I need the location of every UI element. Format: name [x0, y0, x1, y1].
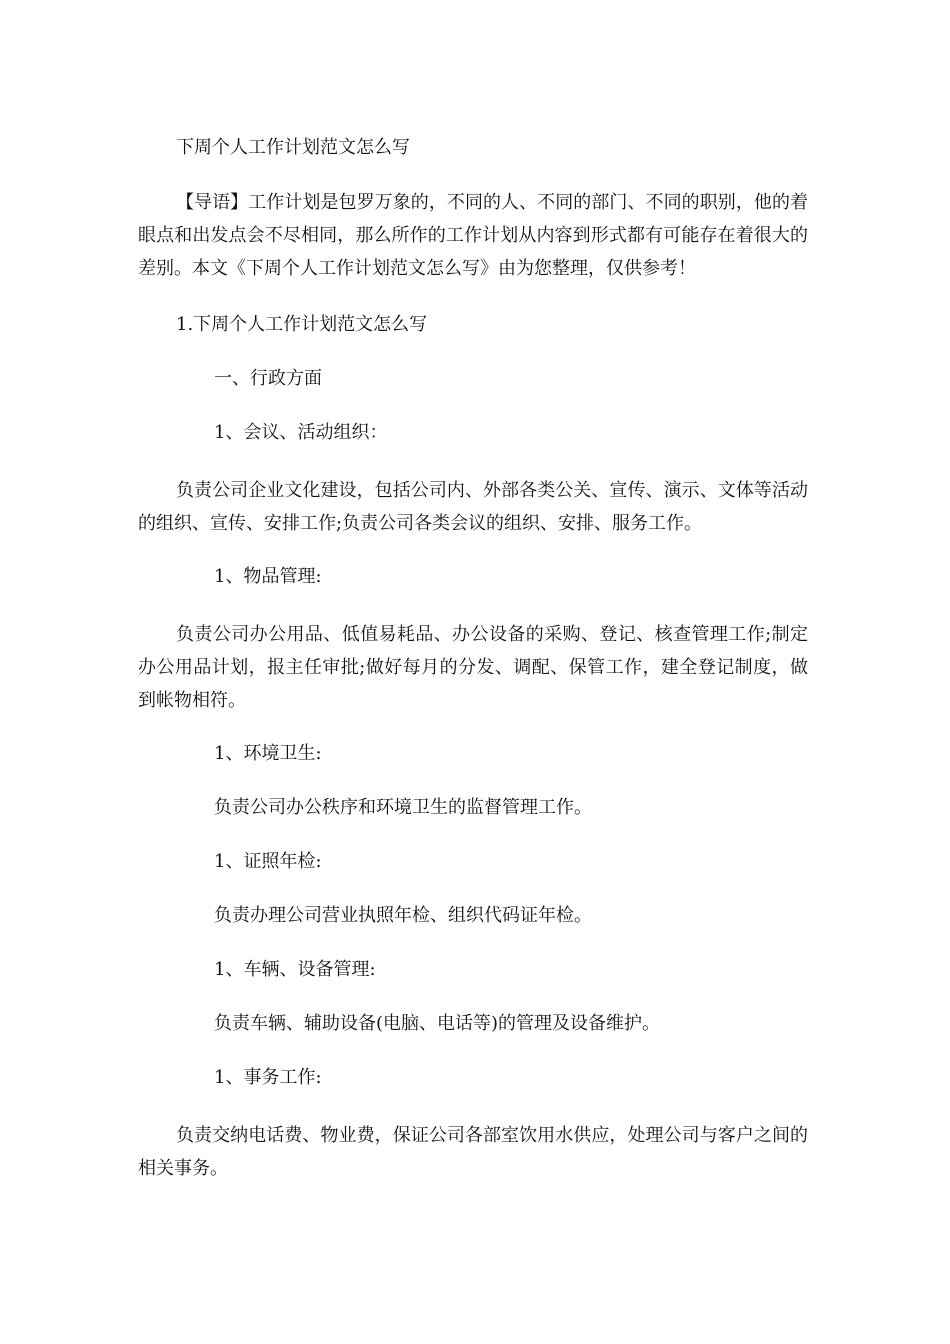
item-body: 负责公司企业文化建设，包括公司内、外部各类公关、宣传、演示、文体等活动的组织、宣传、安排工作;负责公司各类会议的组织、安排、服务工作。 — [138, 480, 808, 534]
item-heading: 1、会议、活动组织： — [214, 422, 388, 443]
item-heading: 1、证照年检: — [214, 851, 322, 872]
item-heading: 1、物品管理: — [214, 566, 322, 587]
subsection-heading: 一、行政方面 — [214, 368, 322, 389]
item-body: 负责办理公司营业执照年检、组织代码证年检。 — [214, 905, 592, 926]
section-heading: 1.下周个人工作计划范文怎么写 — [176, 314, 428, 335]
item-heading: 1、车辆、设备管理: — [214, 959, 376, 980]
item-heading: 1、环境卫生: — [214, 743, 322, 764]
intro-paragraph: 【导语】工作计划是包罗万象的，不同的人、不同的部门、不同的职别，他的着眼点和出发点会不尽相同，那么所作的工作计划从内容到形式都有可能存在着很大的差别。本文《下周个人工作计划范文怎么写》由为您整理，仅供参考！ — [138, 192, 808, 279]
document-title: 下周个人工作计划范文怎么写 — [176, 137, 410, 158]
item-body: 负责公司办公用品、低值易耗品、办公设备的采购、登记、核查管理工作;制定办公用品计划，报主任审批;做好每月的分发、调配、保管工作，建全登记制度，做到帐物相符。 — [138, 624, 808, 711]
item-body: 负责车辆、辅助设备(电脑、电话等)的管理及设备维护。 — [214, 1013, 661, 1034]
item-body: 负责交纳电话费、物业费，保证公司各部室饮用水供应，处理公司与客户之间的相关事务。 — [138, 1125, 808, 1179]
item-body: 负责公司办公秩序和环境卫生的监督管理工作。 — [214, 797, 592, 818]
item-heading: 1、事务工作: — [214, 1067, 322, 1088]
